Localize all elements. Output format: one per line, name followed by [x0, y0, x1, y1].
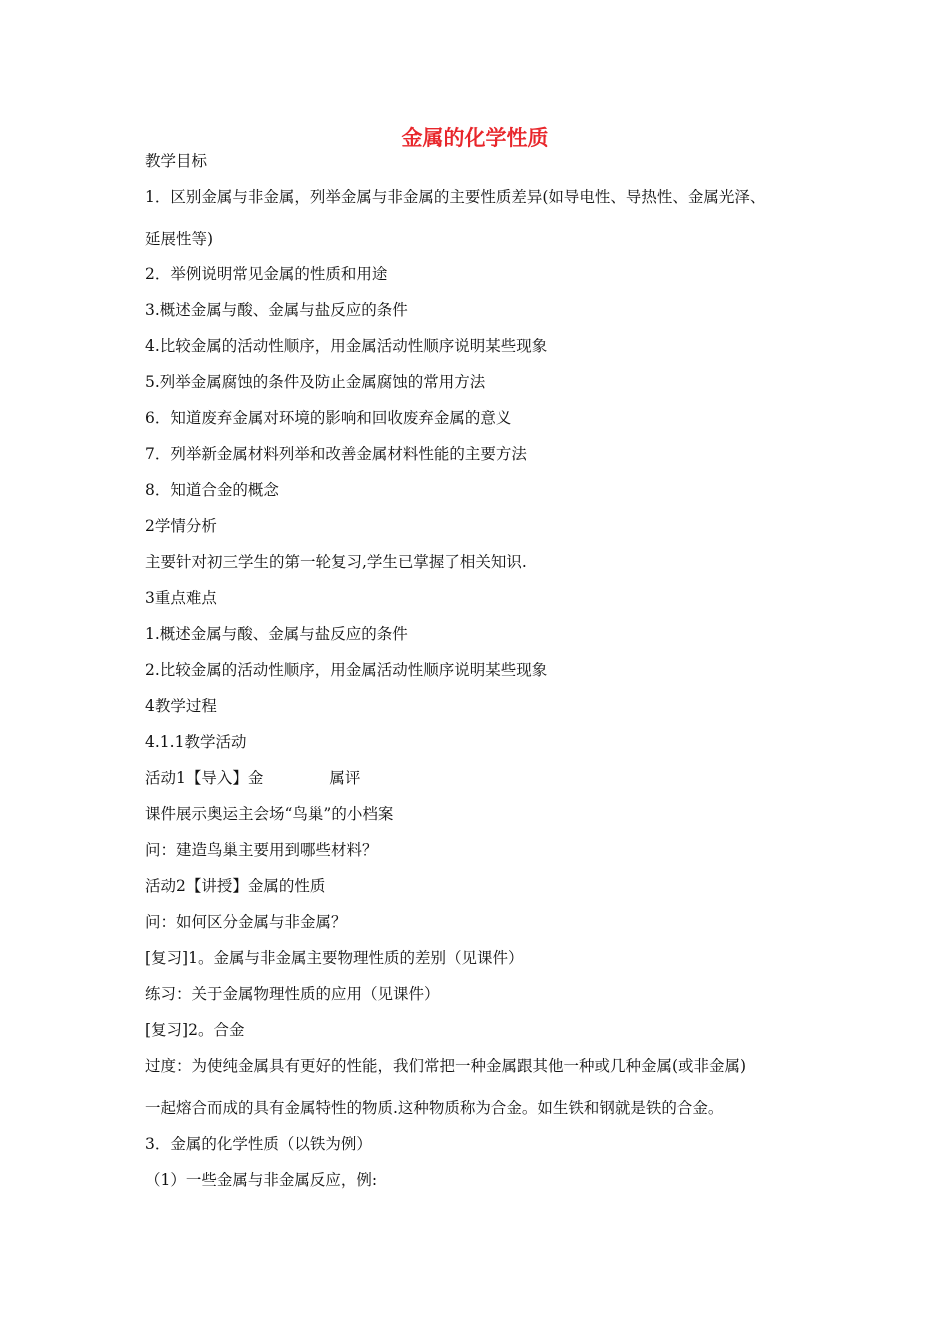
- text-line: 活动2【讲授】金属的性质: [145, 877, 326, 895]
- text-line: 6．知道废弃金属对环境的影响和回收废弃金属的意义: [145, 409, 512, 427]
- text-line: 一起熔合而成的具有金属特性的物质.这种物质称为合金。如生铁和钢就是铁的合金。: [145, 1099, 724, 1117]
- subsection-heading: 4.1.1教学活动: [145, 733, 247, 751]
- text-line: 过度：为使纯金属具有更好的性能，我们常把一种金属跟其他一种或几种金属(或非金属): [145, 1057, 747, 1075]
- text-line: 主要针对初三学生的第一轮复习,学生已掌握了相关知识.: [145, 553, 527, 571]
- text-line: [复习]1。金属与非金属主要物理性质的差别（见课件）: [145, 949, 524, 967]
- text-line: 延展性等): [145, 230, 214, 248]
- text-line: 1.概述金属与酸、金属与盐反应的条件: [145, 625, 408, 643]
- text-line: 1．区别金属与非金属，列举金属与非金属的主要性质差异(如导电性、导热性、金属光泽、: [145, 188, 766, 206]
- text-line: [复习]2。合金: [145, 1021, 245, 1039]
- section-heading: 3重点难点: [145, 589, 217, 607]
- text-line: 4.比较金属的活动性顺序，用金属活动性顺序说明某些现象: [145, 337, 548, 355]
- text-line: 教学目标: [145, 152, 208, 170]
- text-line: 2．举例说明常见金属的性质和用途: [145, 265, 388, 283]
- text-line: 5.列举金属腐蚀的条件及防止金属腐蚀的常用方法: [145, 373, 486, 391]
- text-line: 8．知道合金的概念: [145, 481, 279, 499]
- text-line: （1）一些金属与非金属反应，例:: [145, 1171, 378, 1189]
- text-line: 3．金属的化学性质（以铁为例）: [145, 1135, 372, 1153]
- section-heading: 2学情分析: [145, 517, 217, 535]
- text-line: 问：如何区分金属与非金属？: [145, 913, 347, 931]
- document-title: 金属的化学性质: [401, 126, 549, 150]
- section-heading: 4教学过程: [145, 697, 217, 715]
- text-line: 3.概述金属与酸、金属与盐反应的条件: [145, 301, 408, 319]
- text-line: 课件展示奥运主会场“鸟巢”的小档案: [145, 805, 394, 823]
- activity-1-left: 活动1【导入】金: [145, 769, 264, 787]
- activity-1-right: 属评: [329, 769, 361, 787]
- activity-1-line: [145, 767, 360, 789]
- text-line: 练习：关于金属物理性质的应用（见课件）: [145, 985, 440, 1003]
- text-line: 2.比较金属的活动性顺序，用金属活动性顺序说明某些现象: [145, 661, 548, 679]
- text-line: 问：建造鸟巢主要用到哪些材料？: [145, 841, 378, 859]
- text-line: 7．列举新金属材料列举和改善金属材料性能的主要方法: [145, 445, 527, 463]
